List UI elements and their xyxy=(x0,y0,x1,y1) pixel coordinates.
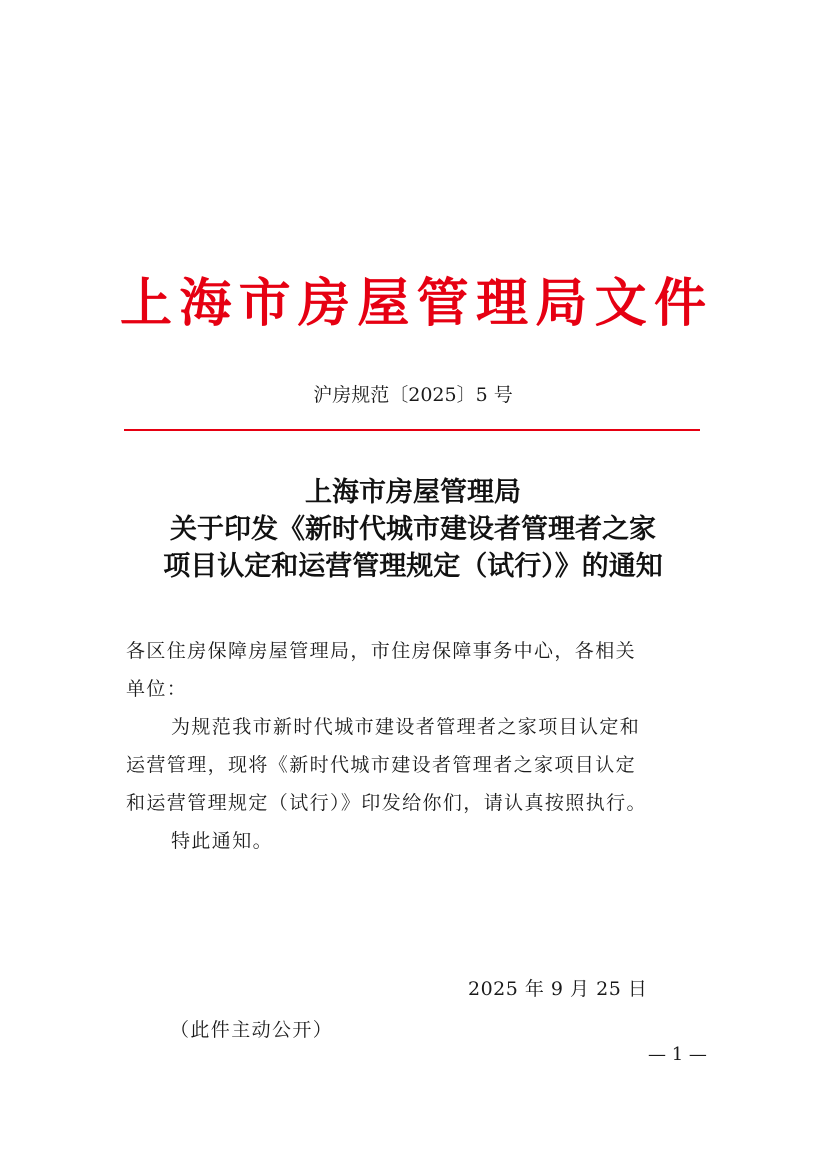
masthead-char: 文 xyxy=(594,272,647,334)
masthead-char: 上 xyxy=(120,272,173,334)
masthead-char: 件 xyxy=(653,272,706,334)
title-line: 关于印发《新时代城市建设者管理者之家 xyxy=(170,514,656,545)
body-line: 运营管理，现将《新时代城市建设者管理者之家项目认定 xyxy=(126,754,637,776)
document-number: 沪房规范〔2025〕5 号 xyxy=(313,384,513,406)
issue-date: 2025 年 9 月 25 日 xyxy=(468,978,648,1000)
public-disclosure-note: （此件主动公开） xyxy=(170,1019,334,1041)
masthead-char: 局 xyxy=(535,272,588,334)
salutation xyxy=(126,632,702,708)
body-paragraph xyxy=(126,708,702,822)
masthead-char: 管 xyxy=(416,272,469,334)
masthead-title xyxy=(120,258,706,338)
salutation-line: 各区住房保障房屋管理局，市住房保障事务中心，各相关 xyxy=(126,640,637,662)
page-number: — 1 — xyxy=(648,1044,707,1065)
document-title xyxy=(100,474,726,585)
title-line: 上海市房屋管理局 xyxy=(305,477,521,508)
closing-text: 特此通知。 xyxy=(171,830,274,852)
title-line: 项目认定和运营管理规定（试行）》的通知 xyxy=(163,551,663,582)
body-line: 和运营管理规定（试行）》印发给你们，请认真按照执行。 xyxy=(126,792,647,814)
masthead-char: 市 xyxy=(238,272,291,334)
red-divider xyxy=(124,429,700,431)
masthead-char: 海 xyxy=(179,272,232,334)
masthead-char: 理 xyxy=(475,272,528,334)
body-line: 为规范我市新时代城市建设者管理者之家项目认定和 xyxy=(171,716,641,738)
masthead-char: 屋 xyxy=(357,272,410,334)
masthead-char: 房 xyxy=(297,272,350,334)
salutation-line: 单位： xyxy=(126,678,188,700)
